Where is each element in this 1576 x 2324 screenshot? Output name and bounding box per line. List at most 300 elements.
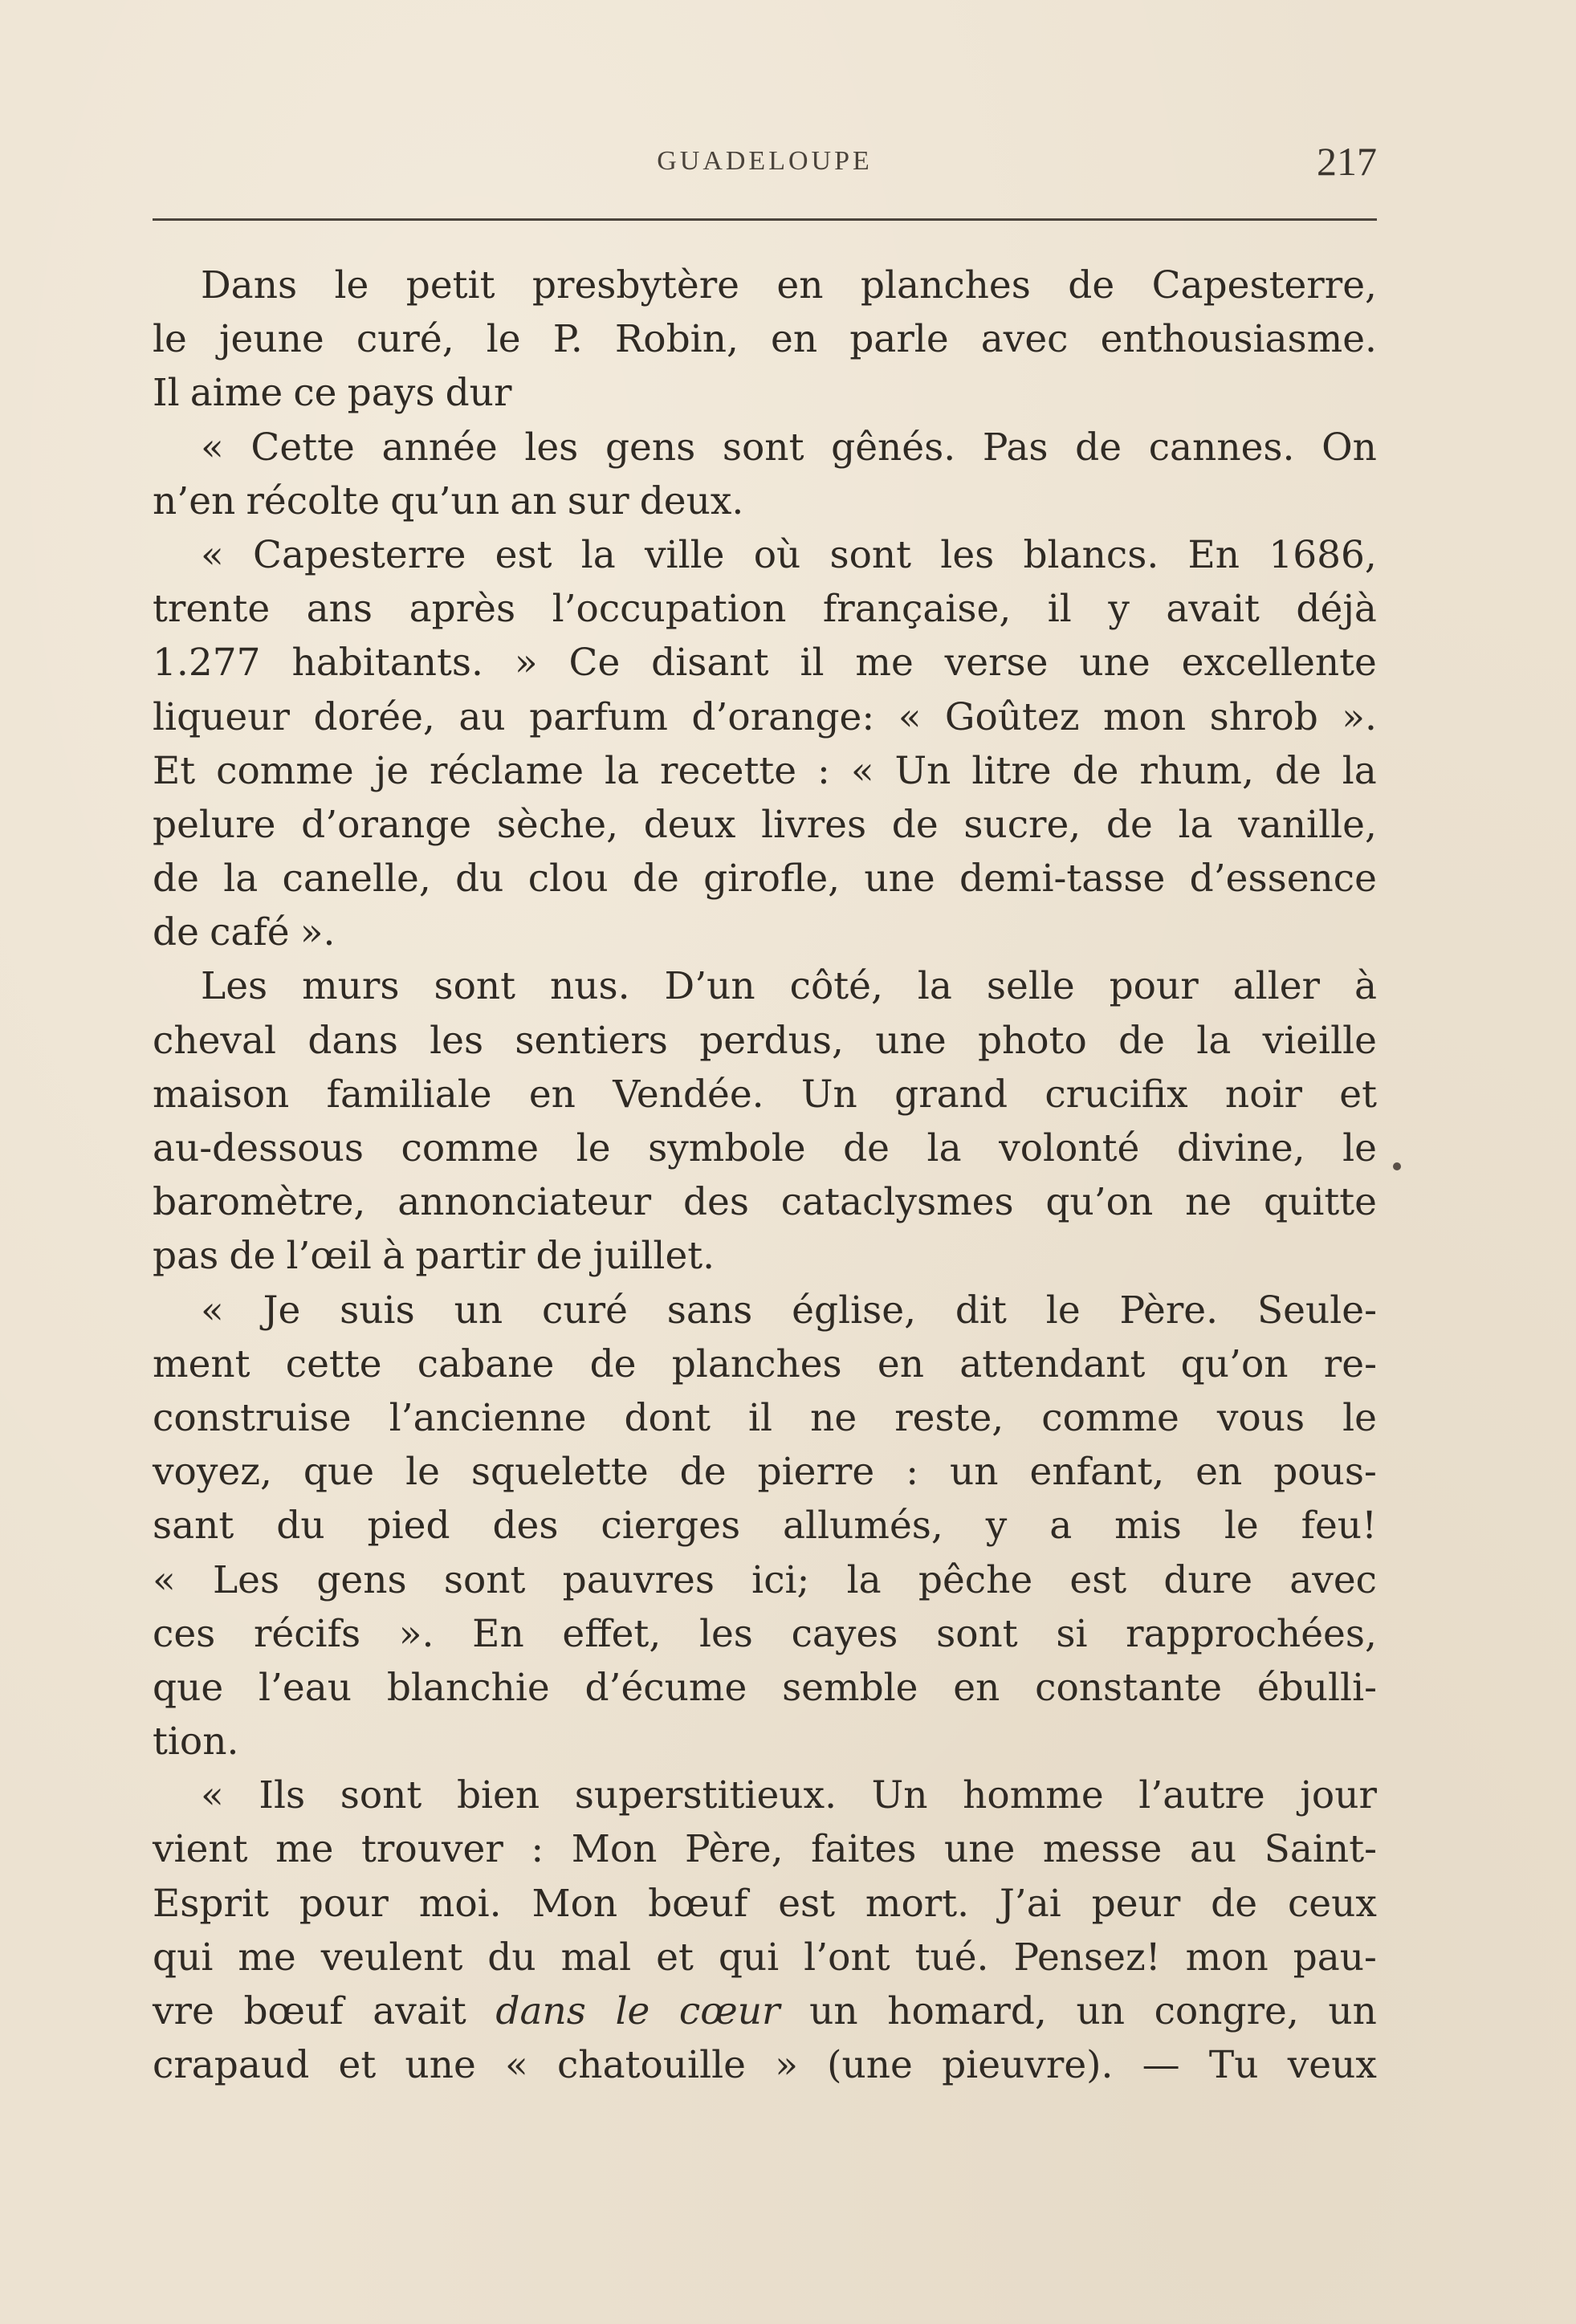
word: de [1106, 802, 1153, 847]
word: à [382, 1234, 405, 1279]
word: Saint- [1264, 1827, 1377, 1872]
word: qu’on [1045, 1180, 1154, 1225]
word: sans [666, 1288, 753, 1333]
word: sèche, [496, 802, 619, 847]
word: 1.277 [153, 641, 261, 686]
word: récolte [246, 478, 381, 523]
word: Ils [259, 1773, 306, 1818]
word: tion. [153, 1720, 239, 1764]
word: de [1068, 263, 1115, 307]
word: photo [977, 1018, 1087, 1063]
word: au [458, 694, 506, 739]
word: de [229, 1234, 276, 1279]
word: vous [1216, 1395, 1305, 1440]
word: enthousiasme. [1100, 317, 1377, 362]
text-line [153, 1229, 1377, 1283]
word: de [153, 857, 199, 902]
word: pied [367, 1504, 450, 1549]
word: ans [306, 587, 373, 632]
word: du [455, 857, 504, 902]
word: réclame [430, 748, 584, 793]
word: sont [340, 1773, 422, 1818]
word: et [1339, 1072, 1377, 1117]
word: « [153, 1557, 176, 1602]
word: blancs. [1023, 532, 1159, 577]
word: attendant [959, 1341, 1146, 1386]
word: « [850, 748, 874, 793]
word: pauvres [562, 1557, 715, 1602]
word: Mon [571, 1827, 658, 1872]
word: une [405, 2043, 476, 2088]
word: pierre [757, 1450, 875, 1495]
word: un [1328, 1989, 1377, 2033]
word: ». [299, 910, 336, 955]
word: Ce [568, 641, 621, 686]
word: dont [624, 1395, 711, 1440]
word: blanchie [386, 1665, 550, 1710]
word: ». [398, 1611, 434, 1656]
word: est [495, 532, 552, 577]
word: sont [443, 1557, 526, 1602]
word: nus. [549, 964, 630, 1009]
word: le [615, 1989, 650, 2033]
word: » [514, 641, 538, 686]
word: quitte [1263, 1180, 1377, 1225]
word: gens [316, 1557, 407, 1602]
word: gênés. [831, 425, 956, 470]
word: Cette [250, 425, 355, 470]
word: en [776, 263, 824, 307]
word: allumés, [783, 1504, 943, 1549]
word: le [405, 1450, 440, 1495]
word: mis [1114, 1504, 1182, 1549]
word: squelette [470, 1450, 649, 1495]
running-head: GUADELOUPE [657, 146, 873, 176]
word: de [632, 857, 679, 902]
word: « [505, 2043, 528, 2088]
word: le [1045, 1288, 1081, 1333]
word: d’écume [584, 1665, 747, 1710]
word: de [536, 1234, 583, 1279]
word: en [877, 1341, 925, 1386]
word: pau- [1293, 1935, 1377, 1980]
word: en [953, 1665, 1000, 1710]
word: curé, [356, 317, 454, 362]
word: cette [285, 1341, 382, 1386]
word: volonté [999, 1126, 1140, 1170]
text-line [153, 528, 1377, 582]
word: faites [811, 1827, 917, 1872]
word: En [472, 1611, 524, 1656]
word: le [153, 317, 187, 362]
word: en [1195, 1450, 1243, 1495]
word: Capesterre, [1151, 263, 1377, 307]
word: canelle, [282, 857, 431, 902]
text-line [153, 1822, 1377, 1876]
word: dure [1163, 1557, 1253, 1602]
word: me [855, 641, 914, 686]
word: le [486, 317, 521, 362]
word: sont [722, 425, 804, 470]
text-line [153, 1768, 1377, 1822]
word: pour [1109, 964, 1199, 1009]
word: des [492, 1504, 559, 1549]
word: Et [153, 748, 196, 793]
word: 1686, [1269, 532, 1377, 577]
word: demi-tasse [959, 857, 1166, 902]
word: une [875, 1018, 947, 1063]
word: si [1056, 1611, 1088, 1656]
text-line [153, 744, 1377, 798]
word: où [753, 532, 801, 577]
body-text [153, 258, 1377, 2092]
word: a [1049, 1504, 1073, 1549]
text-line [153, 1553, 1377, 1607]
word: crapaud [153, 2043, 310, 2088]
word: messe [1042, 1827, 1163, 1872]
word: un [1076, 1989, 1125, 2033]
text-line [153, 1121, 1377, 1175]
word: Esprit [153, 1881, 269, 1926]
word: avait [1166, 587, 1260, 632]
word: y [1108, 587, 1130, 632]
text-line [153, 1984, 1377, 2038]
word: de [1118, 1018, 1165, 1063]
word: cayes [791, 1611, 898, 1656]
word: voyez, [153, 1450, 272, 1495]
word: curé [542, 1288, 628, 1333]
text-line [153, 582, 1377, 636]
word: D’un [664, 964, 755, 1009]
word: de [891, 802, 939, 847]
word: divine, [1176, 1126, 1305, 1170]
text-line [153, 1715, 1377, 1768]
word: aller [1232, 964, 1321, 1009]
word: cierges [601, 1504, 741, 1549]
word: l’ancienne [389, 1395, 587, 1440]
word: tué. [914, 1935, 989, 1980]
word: liqueur [153, 694, 290, 739]
word: la [846, 1557, 882, 1602]
word: constante [1035, 1665, 1223, 1710]
word: selle [986, 964, 1075, 1009]
word: Un [894, 748, 951, 793]
word: une [943, 1827, 1016, 1872]
word: annonciateur [397, 1180, 652, 1225]
word: une [1079, 641, 1150, 686]
word: bœuf [243, 1989, 344, 2033]
word: Père. [1119, 1288, 1219, 1333]
word: : [531, 1827, 544, 1872]
word: vanille, [1238, 802, 1377, 847]
word: du [487, 1935, 536, 1980]
word: mal [560, 1935, 632, 1980]
word: dans [307, 1018, 398, 1063]
word: P. [552, 317, 583, 362]
page-number: 217 [1317, 139, 1377, 184]
word: côté, [789, 964, 883, 1009]
word: de [153, 910, 199, 955]
text-line [153, 852, 1377, 906]
word: : [817, 748, 830, 793]
word: deux. [639, 478, 744, 523]
text-line [153, 1014, 1377, 1068]
word: sucre, [963, 802, 1081, 847]
word: veux [1287, 2043, 1377, 2088]
word: enfant, [1029, 1450, 1165, 1495]
word: Je [263, 1288, 301, 1333]
word: sant [153, 1504, 234, 1549]
word: d’orange: [691, 694, 875, 739]
word: l’autre [1138, 1773, 1265, 1818]
text-line [153, 1931, 1377, 1984]
word: la [605, 748, 640, 793]
word: Pas [982, 425, 1049, 470]
word: girofle, [703, 857, 841, 902]
word: l’œil [286, 1234, 372, 1279]
word: le [334, 263, 369, 307]
word: la [1196, 1018, 1232, 1063]
word: Pensez! [1013, 1935, 1161, 1980]
word: mort. [865, 1881, 970, 1926]
word: shrob [1209, 694, 1318, 739]
word: petit [405, 263, 495, 307]
word: murs [302, 964, 400, 1009]
word: année [381, 425, 498, 470]
word: Capesterre [252, 532, 466, 577]
word: avec [980, 317, 1069, 362]
word: ébulli- [1256, 1665, 1377, 1710]
word: dur [445, 371, 512, 416]
word: de [1211, 1881, 1258, 1926]
word: de [1274, 748, 1321, 793]
word: vieille [1262, 1018, 1377, 1063]
text-line [153, 1445, 1377, 1499]
word: l’ont [804, 1935, 890, 1980]
word: avait [373, 1989, 466, 2033]
word: il [748, 1395, 773, 1440]
word: livres [761, 802, 867, 847]
word: café [210, 910, 290, 955]
word: des [682, 1180, 749, 1225]
word: sont [829, 532, 912, 577]
text-line [153, 258, 1377, 312]
text-line [153, 1068, 1377, 1121]
word: comme [216, 748, 354, 793]
text-line [153, 1337, 1377, 1391]
word: disant [651, 641, 769, 686]
word: me [275, 1827, 334, 1872]
word: Goûtez [944, 694, 1080, 739]
word: Vendée. [613, 1072, 764, 1117]
word: et [656, 1935, 694, 1980]
word: en [528, 1072, 576, 1117]
word: pays [347, 371, 435, 416]
word: est [778, 1881, 836, 1926]
word: parle [849, 317, 949, 362]
word: qu’un [390, 478, 500, 523]
word: habitants. [291, 641, 483, 686]
word: la [1342, 748, 1377, 793]
word: les [940, 532, 995, 577]
word: après [409, 587, 516, 632]
word: trente [153, 587, 271, 632]
word: que [153, 1665, 224, 1710]
text-line [153, 690, 1377, 744]
word: mon [1185, 1935, 1269, 1980]
word: familiale [326, 1072, 492, 1117]
text-line [153, 906, 1377, 959]
word: perdus, [699, 1018, 844, 1063]
word: sont [936, 1611, 1018, 1656]
word: bien [456, 1773, 540, 1818]
word: il [800, 641, 825, 686]
word: française, [822, 587, 1012, 632]
word: cabane [417, 1341, 555, 1386]
word: » [775, 2043, 798, 2088]
word: planches [671, 1341, 842, 1386]
word: vient [153, 1827, 248, 1872]
word: avec [1289, 1557, 1377, 1602]
word: cœur [678, 1989, 780, 2033]
word: clou [527, 857, 609, 902]
word: crucifix [1045, 1072, 1188, 1117]
word: Mon [531, 1881, 618, 1926]
word: excellente [1181, 641, 1377, 686]
word: Père, [685, 1827, 784, 1872]
word: pelure [153, 802, 276, 847]
text-line [153, 421, 1377, 474]
word: au [1189, 1827, 1237, 1872]
word: congre, [1154, 1989, 1299, 2033]
word: de [589, 1341, 637, 1386]
word: « [201, 425, 224, 470]
word: reste, [894, 1395, 1004, 1440]
text-line [153, 1607, 1377, 1661]
text-line [153, 1175, 1377, 1229]
word: : [906, 1450, 919, 1495]
word: peur [1091, 1881, 1181, 1926]
word: Un [800, 1072, 857, 1117]
word: baromètre, [153, 1180, 366, 1225]
word: grand [894, 1072, 1008, 1117]
word: Les [201, 964, 268, 1009]
word: noir [1224, 1072, 1302, 1117]
word: la [1178, 802, 1213, 847]
word: au-dessous [153, 1126, 364, 1170]
word: cannes. [1148, 425, 1295, 470]
word: jeune [218, 317, 324, 362]
word: « [201, 1288, 224, 1333]
word: le [1342, 1395, 1377, 1440]
text-line [153, 1661, 1377, 1715]
word: Les [212, 1557, 280, 1602]
word: un [950, 1450, 999, 1495]
word: pas [153, 1234, 219, 1279]
word: aime [189, 371, 283, 416]
word: pour [299, 1881, 389, 1926]
word: de [679, 1450, 727, 1495]
word: veulent [320, 1935, 463, 1980]
word: de [1072, 748, 1119, 793]
text-line [153, 1499, 1377, 1553]
word: presbytère [531, 263, 740, 307]
word: Un [871, 1773, 928, 1818]
word: feu! [1301, 1504, 1377, 1549]
word: cheval [153, 1018, 277, 1063]
word: verse [944, 641, 1049, 686]
word: d’orange [301, 802, 472, 847]
word: superstitieux. [574, 1773, 837, 1818]
word: qui [718, 1935, 780, 1980]
text-line [153, 366, 1377, 420]
page-header [153, 139, 1377, 191]
word: les [698, 1611, 753, 1656]
text-line [153, 798, 1377, 852]
word: récifs [253, 1611, 361, 1656]
word: que [303, 1450, 375, 1495]
word: chatouille [556, 2043, 746, 2088]
word: est [1069, 1557, 1127, 1602]
word: déjà [1296, 587, 1377, 632]
text-line [153, 2038, 1377, 2092]
word: parfum [529, 694, 668, 739]
word: dans [495, 1989, 586, 2033]
word: Dans [201, 263, 298, 307]
text-line [153, 1391, 1377, 1445]
word: ceux [1287, 1881, 1377, 1926]
word: dit [955, 1288, 1007, 1333]
word: trouver [361, 1827, 503, 1872]
word: symbole [648, 1126, 806, 1170]
word: comme [1041, 1395, 1179, 1440]
header-rule [153, 218, 1377, 221]
word: effet, [562, 1611, 662, 1656]
word: pêche [918, 1557, 1033, 1602]
text-line [153, 474, 1377, 528]
word: la [223, 857, 259, 902]
word: ces [153, 1611, 216, 1656]
word: re- [1323, 1341, 1377, 1386]
word: On [1321, 425, 1377, 470]
word: église, [792, 1288, 917, 1333]
word: le [576, 1126, 611, 1170]
word: dorée, [313, 694, 435, 739]
word: bœuf [648, 1881, 748, 1926]
word: deux [643, 802, 736, 847]
word: une [864, 857, 935, 902]
word: « [201, 532, 224, 577]
word: homme [963, 1773, 1104, 1818]
word: ne [1185, 1180, 1232, 1225]
word: planches [860, 263, 1031, 307]
word: la [580, 532, 616, 577]
text-line [153, 636, 1377, 690]
word: Seule- [1256, 1288, 1377, 1333]
word: ce [293, 371, 337, 416]
word: partir [415, 1234, 526, 1279]
word: homard, [887, 1989, 1047, 2033]
word: à [1354, 964, 1377, 1009]
word: jour [1300, 1773, 1377, 1818]
word: En [1187, 532, 1240, 577]
word: il [1047, 587, 1072, 632]
word: du [276, 1504, 325, 1549]
word: ». [1342, 694, 1377, 739]
text-line [153, 1877, 1377, 1931]
word: ment [153, 1341, 250, 1386]
word: sont [434, 964, 516, 1009]
